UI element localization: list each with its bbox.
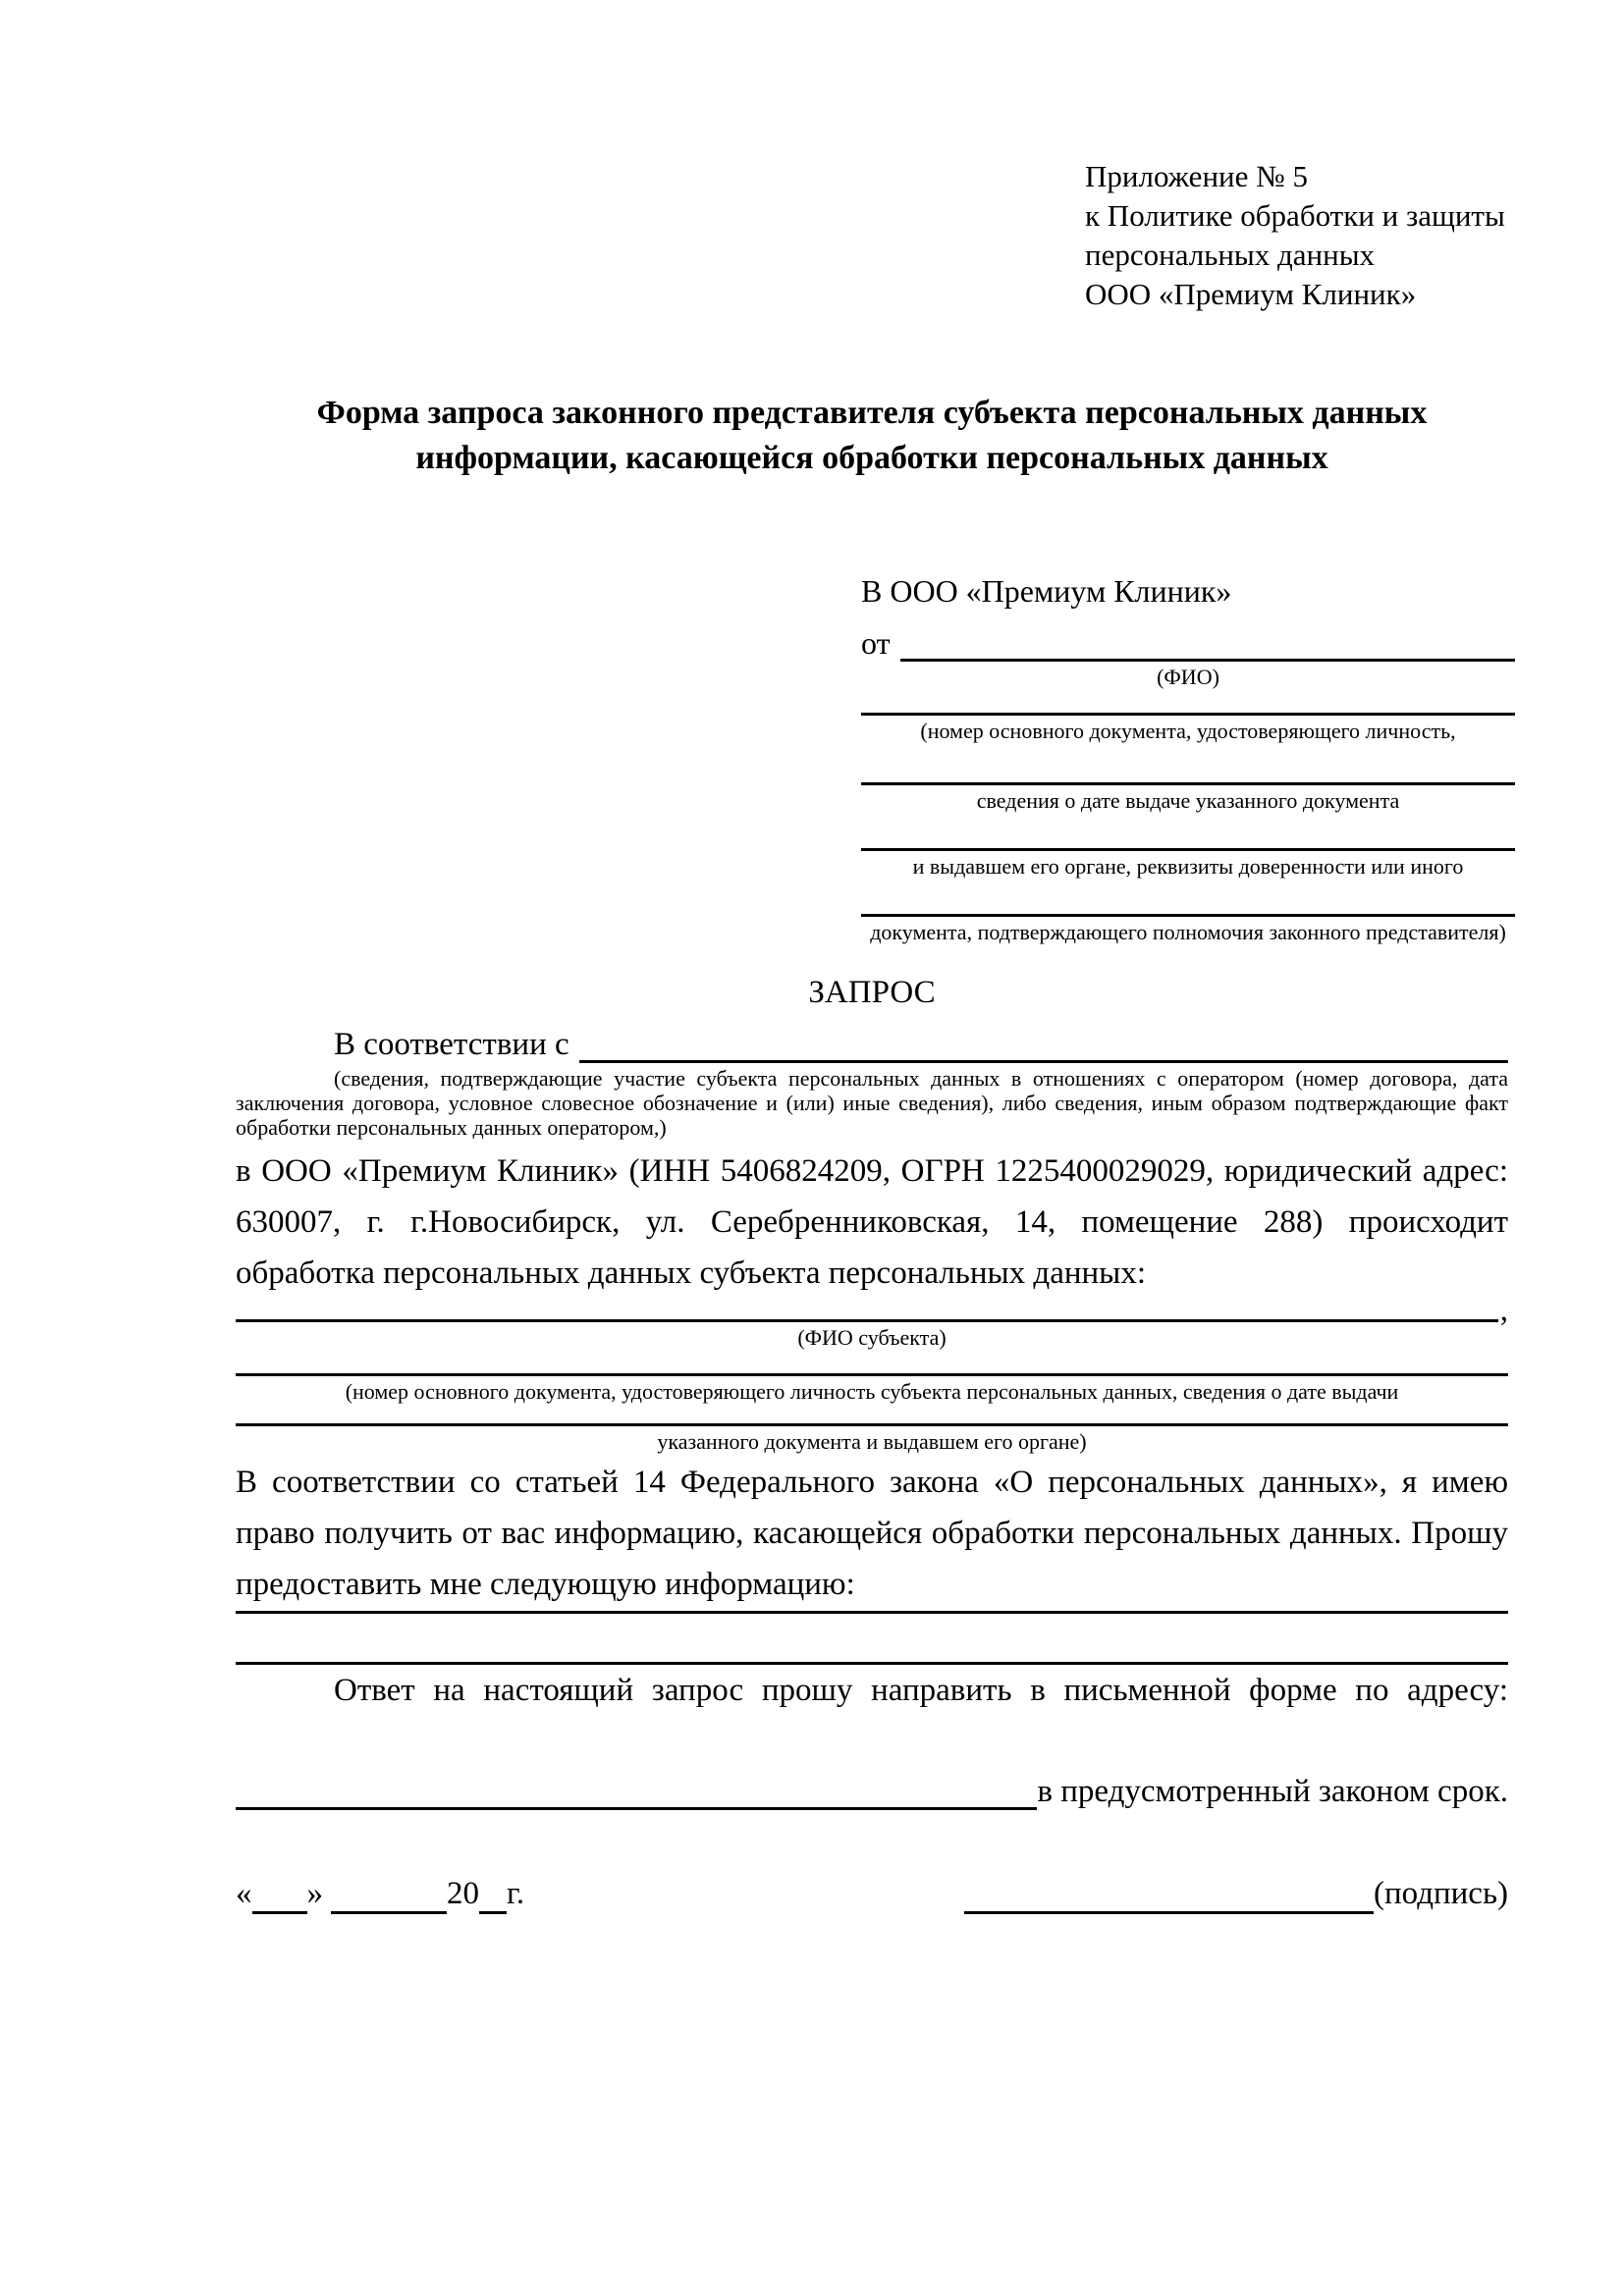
subject-doc-fill-in-line-1	[236, 1351, 1508, 1376]
reply-address-fill-in-line	[236, 1807, 1037, 1810]
representative-doc-caption-3: и выдавшем его органе, реквизиты доверенности или иного	[912, 854, 1464, 879]
date-quote-open: «	[236, 1876, 252, 1911]
annex-line: ООО «Премиум Клиник»	[1085, 277, 1417, 311]
addressee-block	[861, 571, 1515, 945]
subject-doc-fill-in-line-2	[236, 1405, 1508, 1426]
document-content	[236, 0, 1508, 1914]
subject-fio-caption: (ФИО субъекта)	[797, 1325, 947, 1350]
from-row	[861, 620, 1515, 662]
date-month-fill-in-line	[331, 1879, 447, 1914]
reply-tail-text: в предусмотренный законом срок.	[1037, 1774, 1508, 1809]
signature-caption: (подпись)	[1374, 1876, 1508, 1911]
annex-line: к Политике обработки и защиты	[1085, 198, 1505, 233]
representative-doc-fill-in-line-1	[861, 690, 1515, 716]
date-year-fill-in-line	[479, 1879, 507, 1914]
representative-doc-fill-in-line-3	[861, 814, 1515, 851]
title-line-1: Форма запроса законного представителя субъекта персональных данных	[316, 395, 1428, 431]
date-line	[236, 1873, 524, 1914]
representative-doc-caption-4: документа, подтверждающего полномочия законного представителя)	[870, 920, 1506, 944]
intro-caption: (сведения, подтверждающие участие субъекта персональных данных в отношениях с оператором (номер договора, дата заключения договора, условное словесное обозначение и (или) иные сведения), либо сведения, иным образом подтверждающие факт обработки персональных данных оператором,)	[236, 1066, 1508, 1140]
signature-fill-in-line	[964, 1879, 1374, 1914]
intro-fill-in-line	[579, 1060, 1508, 1063]
subject-fio-fill-in-line	[236, 1319, 1498, 1322]
annex-line: персональных данных	[1085, 238, 1376, 272]
subject-doc-caption-1: (номер основного документа, удостоверяющего личность субъекта персональных данных, сведения о дате выдачи	[345, 1379, 1399, 1404]
date-year-suffix: г.	[507, 1876, 525, 1911]
from-fill-in-line	[900, 659, 1515, 662]
footer-row	[236, 1873, 1508, 1914]
request-heading: ЗАПРОС	[808, 975, 936, 1010]
intro-label: В соответствии с	[334, 1027, 569, 1062]
subject-doc-caption-2: указанного документа и выдавшем его органе)	[657, 1429, 1087, 1454]
trailing-comma: ,	[1499, 1293, 1508, 1328]
date-day-fill-in-line	[252, 1879, 307, 1914]
document-title	[236, 391, 1508, 481]
subject-fio-row	[236, 1293, 1508, 1328]
operator-paragraph: в ООО «Премиум Клиник» (ИНН 5406824209, ОГРН 1225400029029, юридический адрес: 630007, г. г.Новосибирск, ул. Серебренниковская, 14, помещение 288) происходит обработка персональных данных субъекта персональных данных:	[236, 1153, 1508, 1291]
title-line-2: информации, касающейся обработки персональных данных	[415, 440, 1328, 476]
reply-address-row	[236, 1767, 1508, 1810]
reply-paragraph: Ответ на настоящий запрос прошу направить в письменной форме по адресу:	[334, 1673, 1508, 1708]
fio-caption: (ФИО)	[1157, 665, 1219, 689]
rights-paragraph: В соответствии со статьей 14 Федерального закона «О персональных данных», я имею право получить от вас информацию, касающейся обработки персональных данных. Прошу предоставить мне следующую информацию:	[236, 1465, 1508, 1602]
annex-block	[1085, 157, 1508, 314]
information-fill-in-line-2	[236, 1614, 1508, 1665]
signature-line	[964, 1873, 1508, 1914]
date-quote-close: »	[306, 1876, 323, 1911]
addressee-organization: В ООО «Премиум Клиник»	[861, 573, 1232, 609]
date-year-prefix: 20	[447, 1876, 479, 1911]
from-label: от	[861, 625, 891, 661]
representative-doc-caption-1: (номер основного документа, удостоверяющего личность,	[920, 719, 1456, 743]
representative-doc-caption-2: сведения о дате выдаче указанного документа	[976, 788, 1400, 813]
intro-row	[236, 1020, 1508, 1063]
representative-doc-fill-in-line-4	[861, 880, 1515, 917]
annex-line: Приложение № 5	[1085, 159, 1308, 193]
representative-doc-fill-in-line-2	[861, 744, 1515, 785]
